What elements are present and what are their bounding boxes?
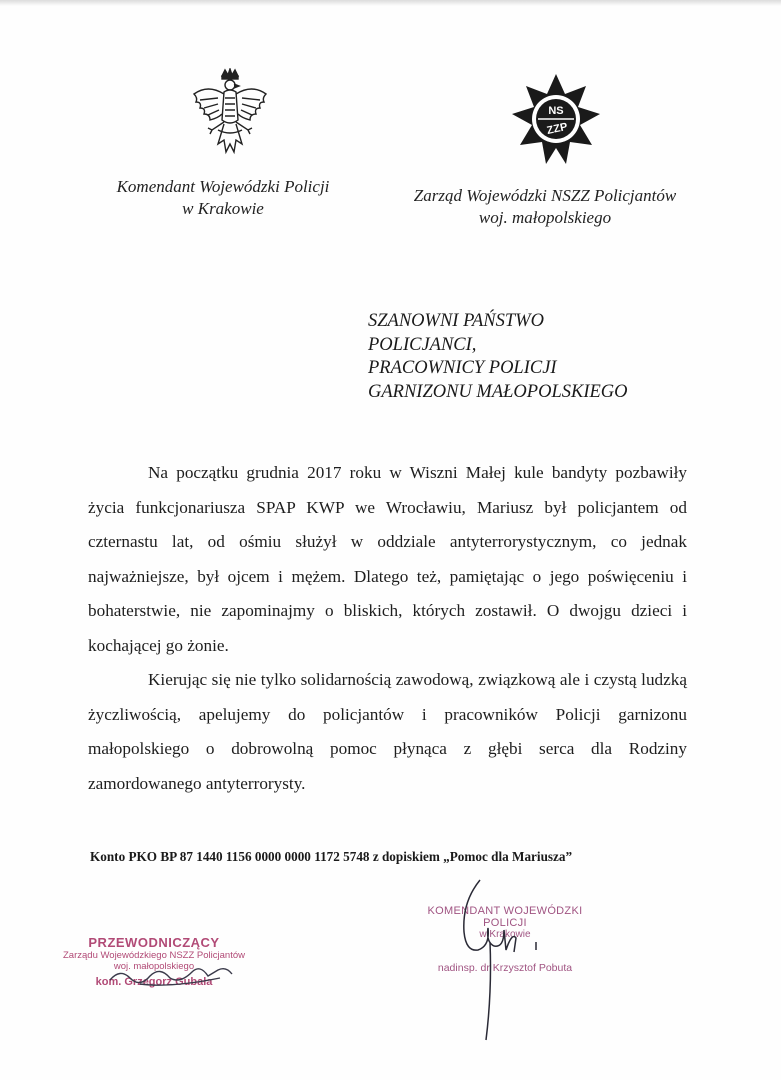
- issuer-left-line1: Komendant Wojewódzki Policji: [116, 177, 330, 196]
- salutation-line1: SZANOWNI PAŃSTWO: [368, 311, 544, 331]
- salutation-line2: POLICJANCI,: [368, 334, 477, 355]
- stamp-right-city: w Krakowie: [479, 929, 531, 940]
- signature-right-icon: [450, 872, 560, 1042]
- issuer-right-heading: [380, 185, 710, 229]
- issuer-left-heading: [98, 176, 348, 220]
- nszzp-logo-text-top: NS: [548, 105, 564, 117]
- body-paragraph-1: Na początku grudnia 2017 roku w Wiszni Małej kule bandyty pozbawiły życia funkcjonariusza SPAP KWP we Wrocławiu, Mariusz był policjantem od czternastu lat, od ośmiu służył w oddziale antyterrorystycznym, co jednak najważniejsze, był ojcem i mężem. Dlatego też, pamiętając o jego poświęceniu i bohaterstwie, nie zapominajmy o bliskich, których zostawił. O dwojgu dzieci i kochającej go żonie.: [88, 463, 687, 655]
- bank-account-line: Konto PKO BP 87 1440 1156 0000 0000 1172 5748 z dopiskiem „Pomoc dla Mariusza”: [90, 849, 573, 864]
- salutation-block: [368, 310, 748, 404]
- signature-left-icon: [100, 948, 250, 998]
- stamp-left-org: Zarządu Wojewódzkiego NSZZ Policjantów: [63, 950, 245, 961]
- stamp-left-title: PRZEWODNICZĄCY: [88, 935, 220, 950]
- issuer-right-line2: woj. małopolskiego: [478, 208, 612, 227]
- salutation-line3: PRACOWNICY POLICJI: [368, 358, 557, 378]
- stamp-right-name: nadinsp. dr Krzysztof Pobuta: [437, 962, 573, 974]
- salutation-line4: GARNIZONU MAŁOPOLSKIEGO: [368, 381, 628, 402]
- stamp-left-name: kom. Grzegorz Gubała: [95, 976, 213, 988]
- nszzp-logo-text-bottom: ZZP: [545, 120, 569, 138]
- polish-eagle-emblem-icon: [188, 68, 272, 162]
- nszzp-union-logo-icon: [508, 72, 604, 168]
- scan-edge-shadow: [0, 0, 781, 6]
- stamp-left-region: woj. małopolskiego: [113, 961, 195, 972]
- stamp-right-title: KOMENDANT WOJEWÓDZKI POLICJI: [427, 905, 583, 929]
- body-paragraph-2: Kierując się nie tylko solidarnością zawodową, związkową ale i czystą ludzką życzliwością, apelujemy do policjantów i pracowników Policji garnizonu małopolskiego o dobrowolną pomoc płynąca z głębi serca dla Rodziny zamordowanego antyterrorysty.: [88, 670, 687, 793]
- issuer-left-line2: w Krakowie: [182, 199, 264, 218]
- issuer-right-line1: Zarząd Wojewódzki NSZZ Policjantów: [413, 186, 677, 205]
- letter-body: [88, 456, 687, 801]
